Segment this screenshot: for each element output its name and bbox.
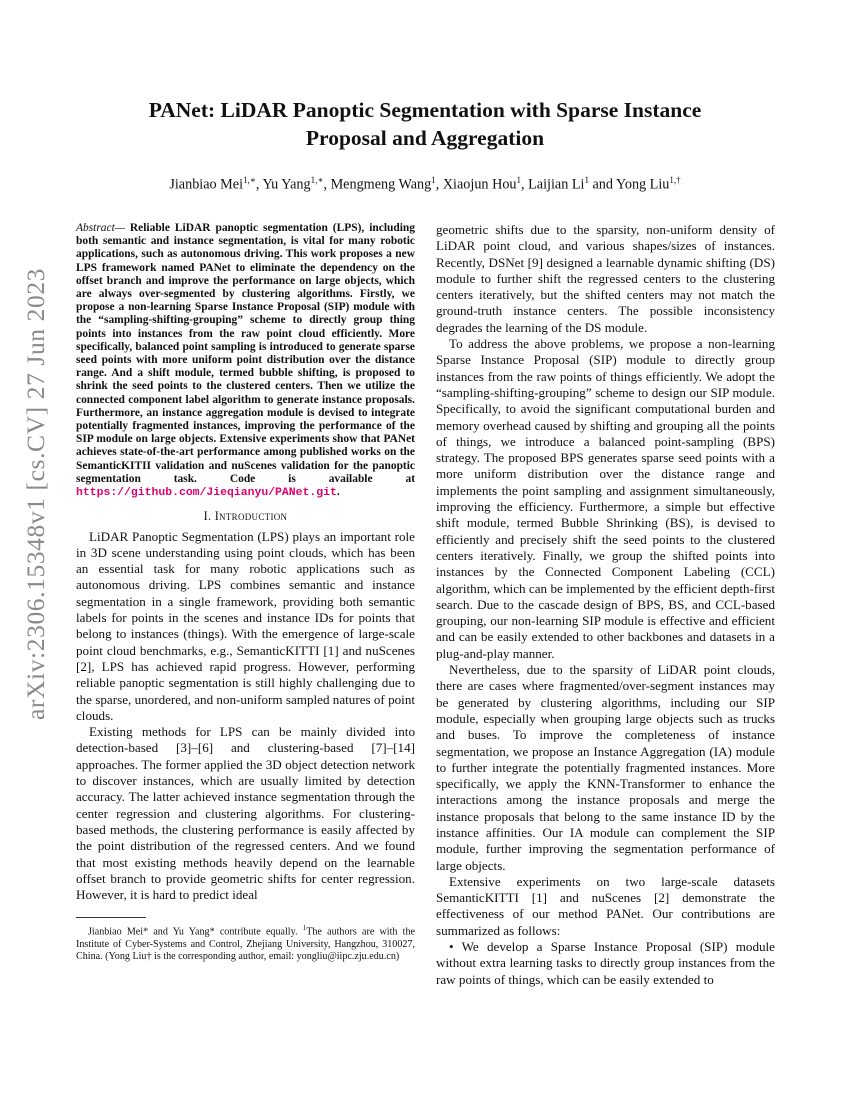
- paragraph: LiDAR Panoptic Segmentation (LPS) plays an important role in 3D scene understanding using point clouds, which has been an essential task for many robotic applications such as autonomous driving. LPS combines semantic and instance segmentation in a single framework, providing both semantic labels for points in the scenes and instance IDs for points that belong to instances (things). With the emergence of large-scale point cloud benchmarks, e.g., SemanticKITTI [1] and nuScenes [2], LPS has achieved rapid progress. However, performing reliable panoptic segmentation is still highly challenging due to the sparse, unordered, and non-uniform sampled natures of point clouds.: [76, 528, 415, 723]
- section-title: Introduction: [214, 509, 288, 524]
- paragraph: Nevertheless, due to the sparsity of LiDAR point clouds, there are cases where fragmented/over-segment instances may be generated by clustering algorithms, including our SIP module, especially when grouping large objects such as trucks and buses. To improve the completeness of instance segmentation, we propose an Instance Aggregation (IA) module to further integrate the potentially fragmented instances. More specifically, we apply the KNN-Transformer to enhance the interactions among the instance proposals and merge the instance proposals that belong to the same instance ID by the instance affinities. Our IA module can complement the SIP module, further improving the segmentation performance of large objects.: [436, 662, 775, 873]
- paragraph: geometric shifts due to the sparsity, non-uniform density of LiDAR point cloud, and various shapes/sizes of instances. Recently, DSNet [9] designed a learnable dynamic shifting (DS) module to further shift the regressed centers to the clustering centers iteratively, but the shifted centers may not match the ground-truth instance centers. The possible inconsistency degrades the learning of the DS module.: [436, 222, 775, 335]
- right-column: [436, 222, 775, 988]
- author-name: Laijian Li: [528, 176, 585, 193]
- arxiv-identifier-stamp: [16, 267, 56, 720]
- footnote-pre: Jianbiao Mei* and Yu Yang* contribute equally.: [88, 926, 303, 938]
- footnote: [76, 922, 415, 963]
- footnote-post: The authors are with the Institute of Cyber-Systems and Control, Zhejiang University, Hangzhou, 310027, China. (Yong Liu† is the corresponding author, email: yongliu@iipc.zju.edu.cn): [76, 926, 415, 963]
- arxiv-identifier-text: arXiv:2306.15348v1 [cs.CV] 27 Jun 2023: [21, 267, 50, 720]
- code-link[interactable]: https://github.com/Jieqianyu/PANet.git: [76, 486, 337, 500]
- bullet-item: • We develop a Sparse Instance Proposal (SIP) module without extra learning tasks to directly group instances from the raw points of things, which can be easily extended to: [436, 939, 775, 987]
- footnote-divider: [76, 917, 146, 918]
- author-name: Mengmeng Wang: [330, 176, 432, 193]
- author-affiliation-mark: 1: [516, 175, 522, 185]
- author-connector: and: [592, 176, 613, 193]
- paragraph: Extensive experiments on two large-scale datasets SemanticKITTI [1] and nuScenes [2] demonstrate the effectiveness of our method PANet. Our contributions are summarized as follows:: [436, 873, 775, 938]
- author-name: Yong Liu: [616, 176, 670, 193]
- abstract-lead: Abstract—: [76, 222, 125, 234]
- author-name: Yu Yang: [262, 176, 311, 193]
- abstract-text: Reliable LiDAR panoptic segmentation (LPS), including both semantic and instance segmentation, is vital for many robotic applications, such as autonomous driving. This work proposes a new LPS framework named PANet to eliminate the dependency on the offset branch and improve the performance on large objects, which are always over-segmented by clustering algorithms. Firstly, we propose a non-learning Sparse Instance Proposal (SIP) module with the “sampling-shifting-grouping” scheme to directly group thing points into instances from the raw point cloud efficiently. More specifically, balanced point sampling is introduced to generate sparse seed points with more uniform point distribution over the distance range. And a shift module, termed bubble shifting, is proposed to shrink the seed points to the clustered centers. Then we utilize the connected component label algorithm to generate instance proposals. Furthermore, an instance aggregation module is devised to integrate potentially fragmented instances, improving the performance of the SIP module on large objects. Extensive experiments show that PANet achieves state-of-the-art performance among published works on the SemanticKITII validation and nuScenes validation for the panoptic segmentation task. Code is available at: [76, 222, 415, 485]
- author-name: Jianbiao Mei: [169, 176, 244, 193]
- section-numeral: I.: [203, 509, 212, 524]
- paper-title: [60, 96, 790, 152]
- author-affiliation-mark: 1,∗: [310, 175, 324, 185]
- section-heading-introduction: [76, 508, 415, 524]
- author-name: Xiaojun Hou: [442, 176, 517, 193]
- author-affiliation-mark: 1: [584, 175, 589, 185]
- author-affiliation-mark: 1: [431, 175, 436, 185]
- title-line-1: PANet: LiDAR Panoptic Segmentation with Sparse Instance: [148, 98, 702, 122]
- paragraph: To address the above problems, we propose a non-learning Sparse Instance Proposal (SIP) module to directly group instances from the raw points of things efficiently. We adopt the “sampling-shifting-grouping” scheme to design our SIP module. Specifically, to avoid the significant computational burden and memory overhead caused by shifting and grouping all the points of things, we introduce a balanced point-sampling (BPS) strategy. The proposed BPS generates sparse seed points with a more uniform distribution over the distance range and implements the point sampling and assignment simultaneously, improving the efficiency. Furthermore, a simple but effective shift module, termed Bubble Shrinking (BS), is devised to efficiently and precisely shift the seed points to the clustered centers iteratively. Finally, we group the shifted points into instances by the Connected Component Labeling (CCL) algorithm, which can be implemented by the efficient depth-first search. Due to the cascade design of BPS, BS, and CCL-based grouping, our non-learning SIP module is effective and efficient and can be easily extended to other backbones and datasets in a plug-and-play manner.: [436, 336, 775, 661]
- author-list: Jianbiao Mei$^{1,∗}$, Yu Yang$^{1,∗}$, Mengmeng Wang$^1$, Xiaojun Hou$^1$, Laijian Li$^1$ and Yong Liu$^{1,\dagger}$: [169, 175, 681, 193]
- abstract: [76, 222, 415, 499]
- left-column: [76, 222, 415, 963]
- title-line-2: Proposal and Aggregation: [305, 126, 545, 150]
- paragraph: Existing methods for LPS can be mainly divided into detection-based [3]–[6] and clustering-based [7]–[14] approaches. The former applied the 3D object detection network to discover instances, which are usually limited by detection accuracy. The latter achieved instance segmentation through the center regression and clustering algorithms. For clustering-based methods, the clustering performance is easily affected by the point distribution of the regressed centers. And we found that most existing methods heavily depend on the learnable offset branch to provide geometric shifts for center regression. However, it is hard to predict ideal: [76, 724, 415, 903]
- footnote-mark: 1: [302, 924, 307, 933]
- author-affiliation-mark: 1,†: [669, 175, 681, 185]
- abstract-end: .: [336, 486, 340, 499]
- author-affiliation-mark: 1,∗: [243, 175, 256, 185]
